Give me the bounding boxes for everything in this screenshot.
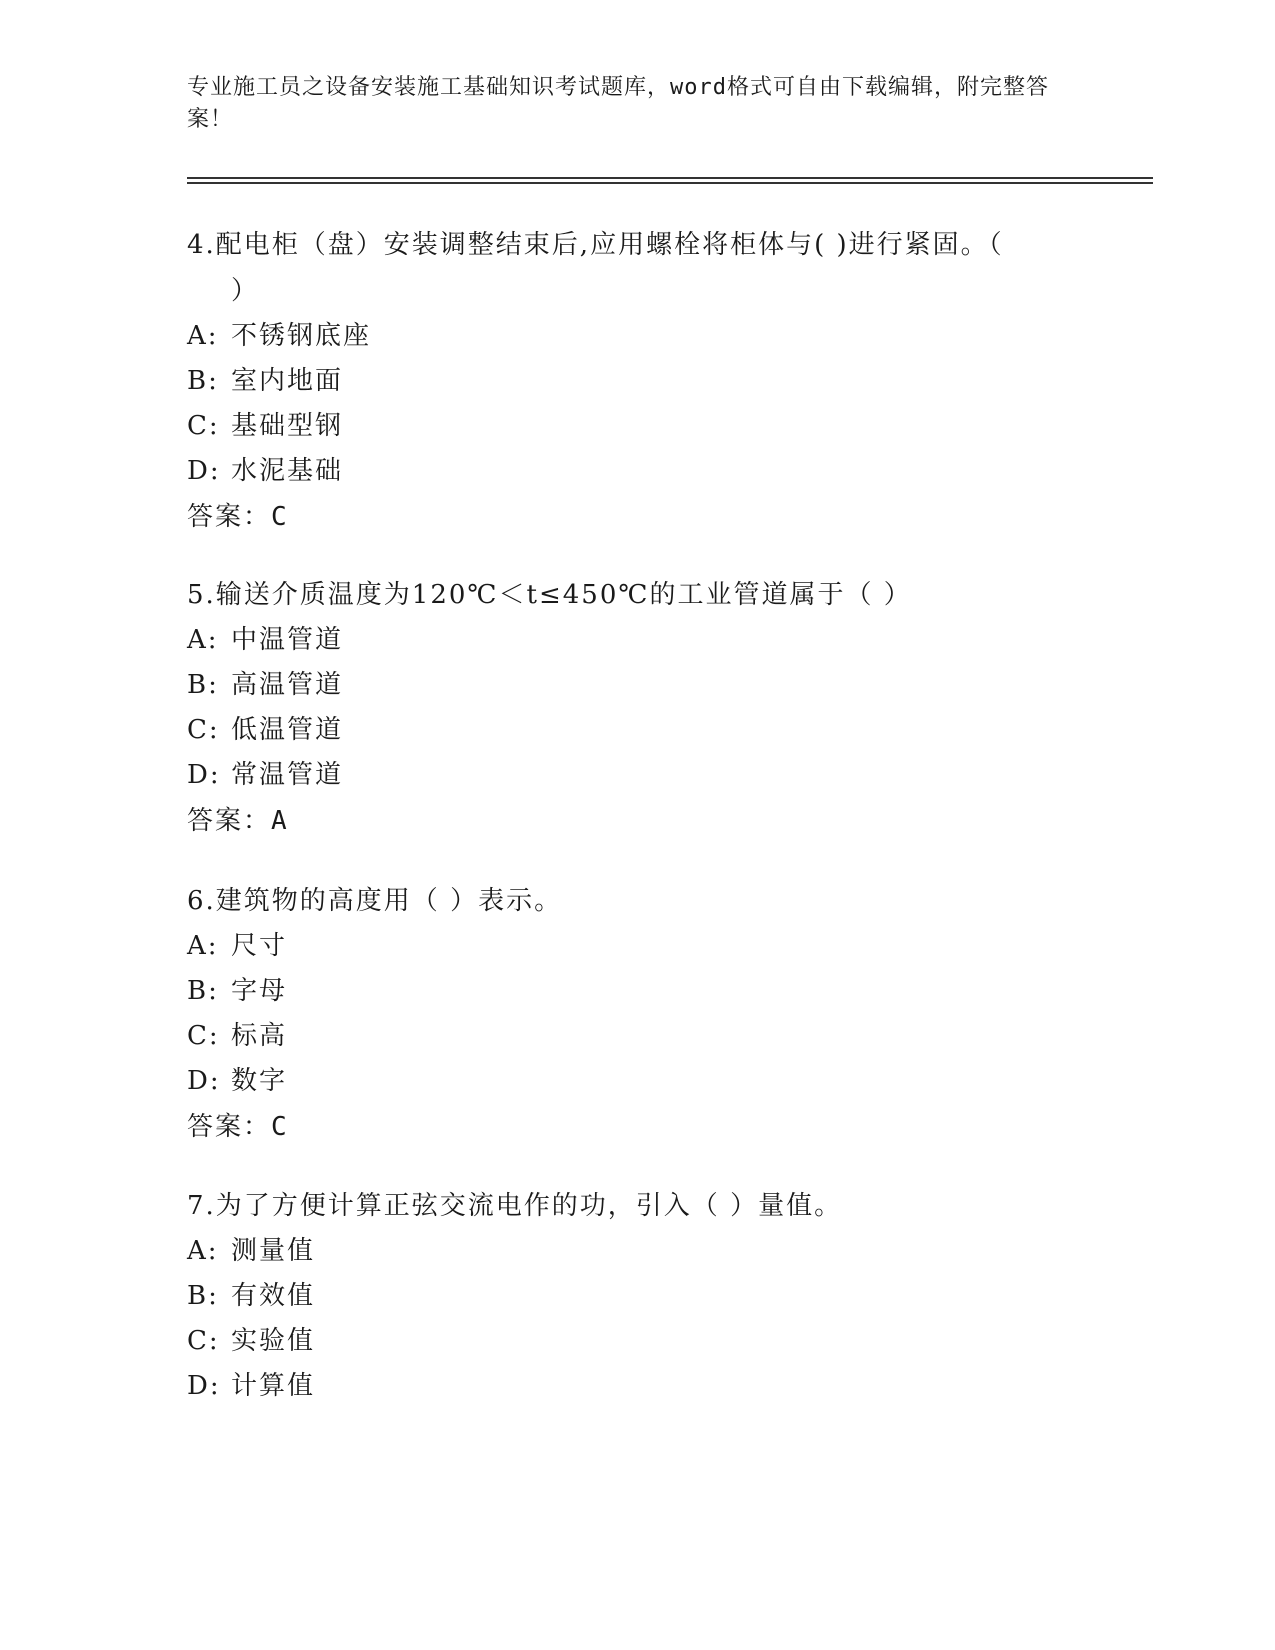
question-stem: 5.输送介质温度为120℃＜t≤450℃的工业管道属于（ ） [187, 580, 912, 610]
question-stem: 7.为了方便计算正弦交流电作的功，引入（ ）量值。 [187, 1191, 843, 1221]
option-c [187, 404, 1067, 449]
option-text: 常温管道 [231, 760, 344, 790]
option-text: 中温管道 [231, 625, 344, 655]
option-letter: B: [187, 670, 219, 700]
header-divider-top [187, 177, 1153, 179]
answer-line [187, 1104, 1067, 1150]
option-letter: C: [187, 1326, 220, 1356]
option-letter: D: [187, 760, 221, 790]
question-6 [187, 878, 1067, 1150]
option-letter: B: [187, 976, 219, 1006]
option-text: 不锈钢底座 [231, 321, 372, 351]
option-c [187, 708, 1067, 753]
option-b [187, 1274, 1067, 1319]
option-d [187, 1364, 1067, 1409]
option-a [187, 618, 1067, 663]
option-a [187, 314, 1067, 359]
option-letter: C: [187, 411, 220, 441]
option-a [187, 1229, 1067, 1274]
option-text: 数字 [231, 1066, 288, 1096]
option-letter: C: [187, 715, 220, 745]
option-d [187, 1059, 1067, 1104]
option-a [187, 924, 1067, 969]
option-d [187, 449, 1067, 494]
option-b [187, 663, 1067, 708]
option-text: 室内地面 [231, 366, 344, 396]
option-text: 低温管道 [231, 715, 344, 745]
option-letter: D: [187, 1371, 221, 1401]
option-text: 高温管道 [231, 670, 344, 700]
option-letter: A: [187, 1236, 219, 1266]
option-d [187, 753, 1067, 798]
page-header: 专业施工员之设备安装施工基础知识考试题库，word格式可自由下载编辑，附完整答案！ [187, 75, 1049, 132]
question-stem: 6.建筑物的高度用（ ）表示。 [187, 886, 563, 916]
option-letter: B: [187, 1281, 219, 1311]
option-text: 实验值 [231, 1326, 316, 1356]
answer-value: C [271, 502, 289, 532]
question-7 [187, 1183, 1067, 1409]
answer-line [187, 494, 1067, 540]
option-letter: B: [187, 366, 219, 396]
option-text: 水泥基础 [231, 456, 344, 486]
answer-label: 答案： [187, 1112, 272, 1142]
answer-value: A [271, 806, 289, 836]
option-b [187, 969, 1067, 1014]
option-text: 基础型钢 [231, 411, 344, 441]
answer-label: 答案： [187, 806, 272, 836]
answer-line [187, 798, 1067, 844]
answer-label: 答案： [187, 502, 272, 532]
option-text: 标高 [231, 1021, 288, 1051]
option-letter: A: [187, 321, 219, 351]
option-letter: A: [187, 931, 219, 961]
option-text: 字母 [231, 976, 288, 1006]
option-c [187, 1014, 1067, 1059]
question-stem-continued: ） [231, 276, 260, 306]
option-b [187, 359, 1067, 404]
option-letter: C: [187, 1021, 220, 1051]
option-letter: D: [187, 1066, 221, 1096]
question-stem: 4.配电柜（盘）安装调整结束后,应用螺栓将柜体与( )进行紧固。（ [187, 230, 1004, 260]
option-c [187, 1319, 1067, 1364]
option-text: 计算值 [231, 1371, 316, 1401]
option-text: 测量值 [231, 1236, 316, 1266]
header-divider-bottom [187, 182, 1153, 184]
option-letter: D: [187, 456, 221, 486]
answer-value: C [271, 1112, 289, 1142]
question-5 [187, 572, 1067, 844]
option-text: 尺寸 [231, 931, 288, 961]
option-text: 有效值 [231, 1281, 316, 1311]
question-4 [187, 222, 1067, 540]
option-letter: A: [187, 625, 219, 655]
